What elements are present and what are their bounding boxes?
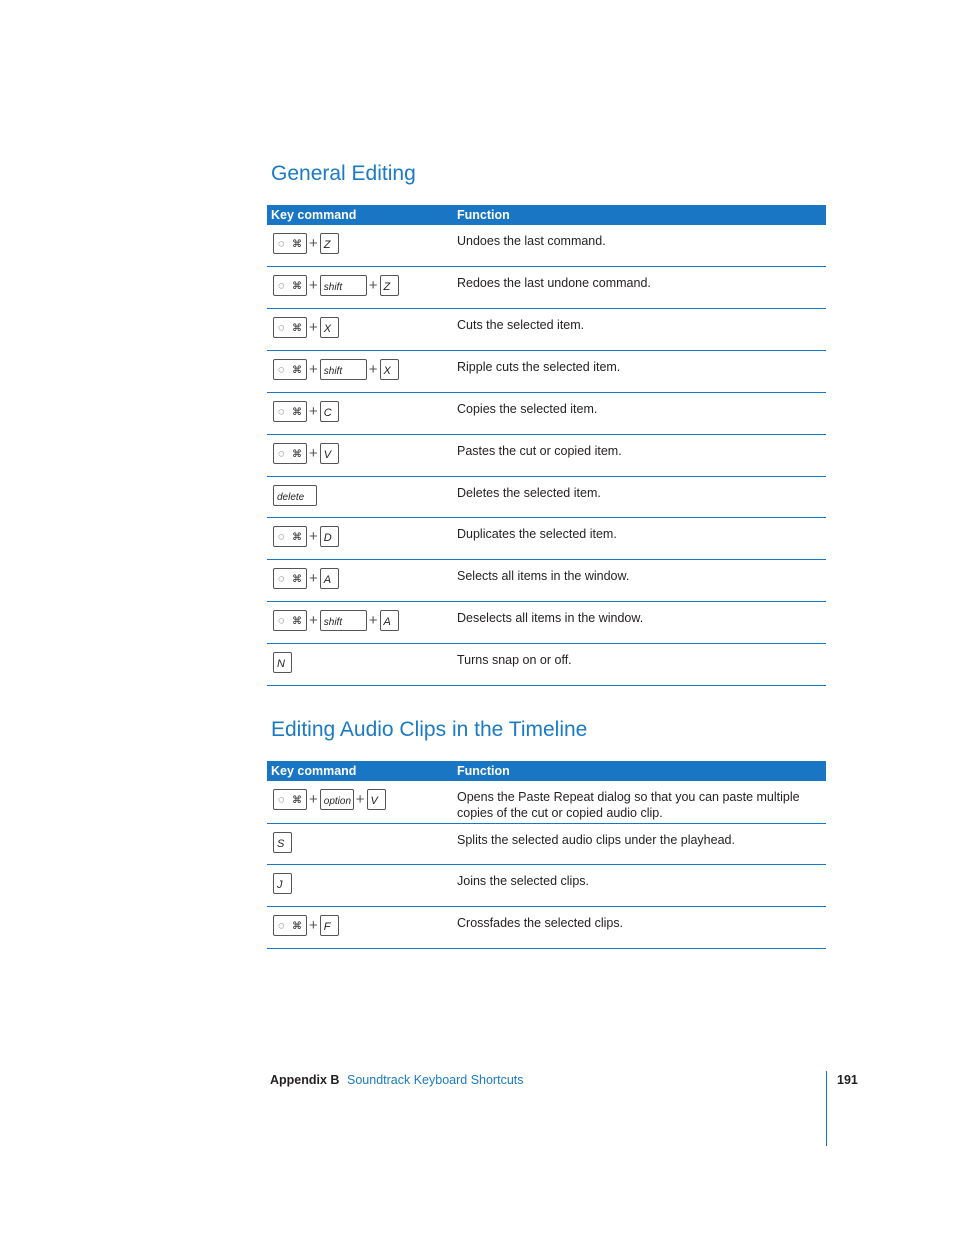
key-j-icon: J: [273, 873, 292, 894]
table-row: [267, 781, 826, 824]
key-a-icon: A: [380, 610, 399, 631]
shortcut-table-audio-clips: [267, 761, 826, 949]
function-description: Redoes the last undone command.: [457, 276, 651, 290]
plus-sign: +: [309, 527, 318, 545]
apple-icon: ◌: [278, 280, 285, 292]
section-title-editing-audio-clips: Editing Audio Clips in the Timeline: [271, 718, 588, 741]
command-key-icon: [273, 443, 307, 464]
plus-sign: +: [368, 611, 378, 629]
function-description: Undoes the last command.: [457, 234, 606, 248]
command-key-icon: [273, 568, 307, 589]
apple-icon: ◌: [278, 322, 285, 334]
delete-key-icon: delete: [273, 485, 317, 506]
apple-icon: ◌: [278, 531, 285, 543]
table-body: [267, 225, 826, 686]
plus-sign: +: [309, 444, 318, 462]
function-description: Cuts the selected item.: [457, 318, 585, 332]
table-row: [267, 351, 826, 393]
command-key-icon: [273, 401, 307, 422]
key-combination: [273, 274, 399, 296]
command-icon: ⌘: [292, 280, 302, 292]
key-c-icon: C: [320, 401, 339, 422]
header-function: Function: [457, 764, 510, 778]
header-key-command: Key command: [271, 764, 357, 778]
plus-sign: +: [309, 402, 318, 420]
command-icon: ⌘: [292, 794, 302, 806]
plus-sign: +: [309, 790, 318, 808]
apple-icon: ◌: [278, 573, 285, 585]
shift-key-icon: shift: [320, 359, 367, 380]
apple-icon: ◌: [278, 794, 285, 806]
key-combination: [273, 358, 399, 380]
key-combination: [273, 316, 339, 338]
header-key-command: Key command: [271, 208, 357, 222]
apple-icon: ◌: [278, 406, 285, 418]
table-row: [267, 435, 826, 477]
table-body: [267, 781, 826, 949]
function-description: Pastes the cut or copied item.: [457, 444, 622, 458]
key-combination: [273, 232, 339, 254]
function-description: Deselects all items in the window.: [457, 611, 644, 625]
key-a-icon: A: [320, 568, 339, 589]
command-icon: ⌘: [292, 238, 302, 250]
command-icon: ⌘: [292, 615, 302, 627]
command-icon: ⌘: [292, 531, 302, 543]
table-row: [267, 602, 826, 644]
key-combination: [273, 609, 399, 631]
table-row: [267, 824, 826, 865]
key-combination: [273, 567, 339, 589]
table-row: [267, 309, 826, 351]
function-description: Opens the Paste Repeat dialog so that you can paste multiple copies of the cut or copied audio clip.: [457, 790, 800, 820]
function-description: Ripple cuts the selected item.: [457, 360, 621, 374]
table-row: [267, 907, 826, 949]
function-description: Deletes the selected item.: [457, 486, 601, 500]
section-title-general-editing: General Editing: [271, 162, 416, 185]
table-header: [267, 761, 826, 781]
key-n-icon: N: [273, 652, 292, 673]
table-row: [267, 644, 826, 686]
key-z-icon: Z: [320, 233, 339, 254]
key-combination: [273, 400, 339, 422]
table-row: [267, 518, 826, 560]
key-v-icon: V: [367, 789, 386, 810]
key-combination: [273, 484, 317, 506]
command-icon: ⌘: [292, 920, 302, 932]
plus-sign: +: [309, 569, 318, 587]
plus-sign: +: [309, 234, 318, 252]
table-row: [267, 560, 826, 602]
key-combination: [273, 914, 339, 936]
command-key-icon: [273, 610, 307, 631]
key-v-icon: V: [320, 443, 339, 464]
command-key-icon: [273, 789, 307, 810]
key-d-icon: D: [320, 526, 339, 547]
plus-sign: +: [309, 916, 318, 934]
footer-divider: [826, 1071, 827, 1146]
key-s-icon: S: [273, 832, 292, 853]
key-combination: [273, 872, 292, 894]
table-row: [267, 477, 826, 518]
function-description: Turns snap on or off.: [457, 653, 572, 667]
command-icon: ⌘: [292, 364, 302, 376]
command-key-icon: [273, 233, 307, 254]
command-icon: ⌘: [292, 322, 302, 334]
key-x-icon: X: [380, 359, 399, 380]
apple-icon: ◌: [278, 364, 285, 376]
footer-appendix-label: Appendix B: [270, 1073, 340, 1087]
apple-icon: ◌: [278, 238, 285, 250]
footer-chapter-link[interactable]: Soundtrack Keyboard Shortcuts: [347, 1073, 524, 1087]
key-combination: [273, 651, 292, 673]
plus-sign: +: [355, 790, 365, 808]
key-combination: [273, 831, 292, 853]
function-description: Joins the selected clips.: [457, 874, 590, 888]
plus-sign: +: [309, 276, 318, 294]
command-key-icon: [273, 915, 307, 936]
table-row: [267, 865, 826, 907]
option-key-icon: option: [320, 789, 354, 810]
plus-sign: +: [368, 276, 378, 294]
plus-sign: +: [309, 360, 318, 378]
apple-icon: ◌: [278, 920, 285, 932]
function-description: Crossfades the selected clips.: [457, 916, 624, 930]
table-row: [267, 225, 826, 267]
function-description: Selects all items in the window.: [457, 569, 630, 583]
page-number: 191: [837, 1073, 858, 1087]
function-description: Copies the selected item.: [457, 402, 598, 416]
command-icon: ⌘: [292, 448, 302, 460]
table-row: [267, 393, 826, 435]
command-key-icon: [273, 275, 307, 296]
plus-sign: +: [368, 360, 378, 378]
shift-key-icon: shift: [320, 275, 367, 296]
function-description: Splits the selected audio clips under the playhead.: [457, 833, 735, 847]
apple-icon: ◌: [278, 615, 285, 627]
shortcut-table-general-editing: [267, 205, 826, 686]
key-combination: [273, 442, 339, 464]
command-key-icon: [273, 317, 307, 338]
apple-icon: ◌: [278, 448, 285, 460]
table-row: [267, 267, 826, 309]
command-icon: ⌘: [292, 406, 302, 418]
key-combination: [273, 525, 339, 547]
plus-sign: +: [309, 611, 318, 629]
header-function: Function: [457, 208, 510, 222]
key-combination: [273, 788, 386, 810]
plus-sign: +: [309, 318, 318, 336]
command-key-icon: [273, 359, 307, 380]
table-header: [267, 205, 826, 225]
shift-key-icon: shift: [320, 610, 367, 631]
command-icon: ⌘: [292, 573, 302, 585]
key-f-icon: F: [320, 915, 339, 936]
command-key-icon: [273, 526, 307, 547]
function-description: Duplicates the selected item.: [457, 527, 617, 541]
key-z-icon: Z: [380, 275, 399, 296]
key-x-icon: X: [320, 317, 339, 338]
